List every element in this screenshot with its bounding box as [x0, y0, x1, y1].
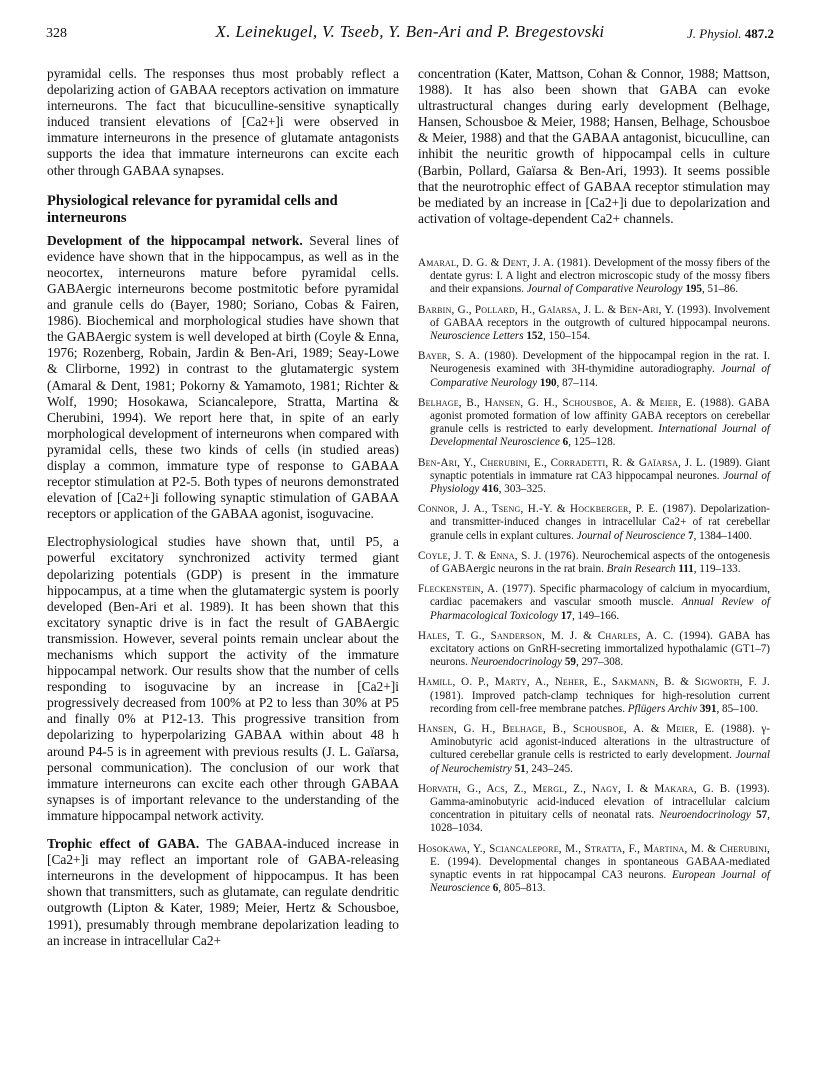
journal-citation	[687, 26, 774, 42]
reference-item: Horvath, G., Acs, Z., Mergl, Z., Nagy, I. & Makara, G. B. (1993). Gamma-aminobutyric acid-induced elevation of intracellular calcium concentration in pituitary cells of neonatal rats. Neuroendocrinology 57, 1028–1034.	[418, 782, 770, 835]
journal-volume: 487.2	[744, 26, 774, 41]
reference-item: Hamill, O. P., Marty, A., Neher, E., Sakmann, B. & Sigworth, F. J. (1981). Improved patch-clamp techniques for high-resolution current recording from cell-free membrane patches. Pflügers Archiv 391, 85–100.	[418, 676, 770, 715]
reference-item: Bayer, S. A. (1980). Development of the hippocampal region in the rat. I. Neurogenesis examined with 3H-thymidine autoradiography. Journal of Comparative Neurology 190, 87–114.	[418, 350, 770, 389]
development-subheading: Development of the hippocampal network.	[47, 232, 303, 248]
reference-item: Ben-Ari, Y., Cherubini, E., Corradetti, R. & Gaïarsa, J. L. (1989). Giant synaptic potentials in immature rat CA3 hippocampal neurones. Journal of Physiology 416, 303–325.	[418, 456, 771, 495]
reference-item: Coyle, J. T. & Enna, S. J. (1976). Neurochemical aspects of the ontogenesis of GABAergic neurons in the rat brain. Brain Research 111, 119–133.	[418, 549, 770, 575]
running-head-authors: X. Leinekugel, V. Tseeb, Y. Ben-Ari and P. Bregestovski	[215, 22, 605, 41]
reference-item: Amaral, D. G. & Dent, J. A. (1981). Development of the mossy fibers of the dentate gyrus: I. A light and electron microscopic study of the mossy fibers and their expansions. Journal of Comparative Neurology 195, 51–86.	[418, 256, 770, 296]
left-column	[47, 66, 399, 949]
reference-item: Barbin, G., Pollard, H., Gaïarsa, J. L. & Ben-Ari, Y. (1993). Involvement of GABAA receptors in the outgrowth of cultured hippocampal neurons. Neuroscience Letters 152, 150–154.	[418, 303, 771, 342]
reference-item: Hales, T. G., Sanderson, M. J. & Charles, A. C. (1994). GABA has excitatory actions on GnRH-secreting immortalized hypothalamic (GT1–7) neurons. Neuroendocrinology 59, 297–308.	[418, 629, 770, 669]
section-heading: Physiological relevance for pyramidal cells and interneurons	[47, 192, 338, 226]
reference-item: Fleckenstein, A. (1977). Specific pharmacology of calcium in myocardium, cardiac pacemakers and vascular smooth muscle. Annual Review of Pharmacological Toxicology 17, 149–166.	[418, 583, 770, 622]
reference-item: Hansen, G. H., Belhage, B., Schousboe, A. & Meier, E. (1988). γ-Aminobutyric acid agonist-induced alterations in the ultrastructure of cultured cerebellar granule cells is restricted to early development. Journal of Neurochemistry 51, 243–245.	[418, 723, 770, 775]
page-header	[46, 22, 774, 48]
electrophysiology-paragraph: Electrophysiological studies have shown that, until P5, a powerful excitatory synchronized activity termed giant depolarizing potentials (GDP) is present in the immature hippocampus, at a time when the glutamatergic system is poorly developed (Ben-Ari et al. 1989). It has been shown that this excitatory synaptic drive is in fact the result of GABAergic transmission. However, several points remain unclear about the mechanisms which support the activity of the immature hippocampal network. Our results show that the number of cells responding to isoguvacine by an increase in [Ca2+]i progressively decreased from 100% at P2 to less than 30% at P5 and finally 0% at P12-13. This progressive transition from depolarizing to hyperpolarizing GABAA within about 48 h around P4-5 is in agreement with previous results (J. L. Gaïarsa, personal communication). The conclusion of our work that immature interneurons can excite each other through GABAA synapses is of important relevance to the understanding of the immature hippocampal network activity.	[47, 534, 399, 823]
development-text: Several lines of evidence have shown that in the hippocampus, as well as in the neocortex, interneurons mature before pyramidal cells. GABAergic interneurons become postmitotic before pyramidal and granule cells do (Bayer, 1980; Soriano, Cobas & Fairen, 1986). Biochemical and morphological studies have shown that the GABAergic system is well developed at birth (Coyle & Enna, 1976; Rozenberg, Robain, Jardin & Ben-Ari, 1989; Seay-Lowe & Clirborne, 1992) in contrast to the glutamatergic system (Amaral & Dent, 1981; Pokorny & Yamamoto, 1981; Richter & Wolf, 1990; Hosokawa, Sciancalepore, Stratta, Martina & Cherubini, 1994). We report here that, in spite of an early morphological development of interneurons when compared with pyramidal cells, these two kinds of cells (in studied areas) display a common, immature type of response to GABAA receptor stimulation at P2-5. Both types of neurons demonstrated elevation of [Ca2+]i following synaptic stimulation of GABAA receptors or application of the GABAA agonist, isoguvacine.	[47, 232, 400, 522]
intro-paragraph: pyramidal cells. The responses thus most probably reflect a depolarizing action of GABAA receptors activation on immature interneurons. The fact that bicuculline-sensitive synaptically induced transient elevations of [Ca2+]i were observed in immature interneurons in the presence of glutamate antagonists supports the idea that immature interneurons can excite each other through GABAA synapses.	[47, 66, 399, 178]
trophic-paragraph	[47, 836, 399, 949]
reference-item: Hosokawa, Y., Sciancalepore, M., Stratta, F., Martina, M. & Cherubini, E. (1994). Developmental changes in spontaneous GABAA-mediated synaptic events in rat hippocampal CA3 neurons. European Journal of Neuroscience 6, 805–813.	[418, 842, 770, 895]
continuation-paragraph: concentration (Kater, Mattson, Cohan & Connor, 1988; Mattson, 1988). It has also been shown that GABA can evoke ultrastructural changes during early development (Belhage, Hansen, Schousboe & Meier, 1988; Hansen, Belhage, Schousboe & Meier, 1988) and that the GABAA antagonist, bicuculline, can inhibit the neuritic growth of hippocampal cells in culture (Barbin, Pollard, Gaïarsa & Ben-Ari, 1993). It seems possible that the neurotrophic effect of GABAA receptor stimulation may be mediated by an increase in [Ca2+]i due to depolarization and activation of voltage-dependent Ca2+ channels.	[418, 66, 770, 226]
trophic-text: The GABAA-induced increase in [Ca2+]i may reflect an important role of GABA-releasing interneurons in the development of hippocampus. It has been shown that transmitters, such as glutamate, can regulate dendritic outgrowth (Lipton & Kater, 1989; Meier, Hertz & Schousboe, 1991), presumably through membrane depolarization leading to an increase in intracellular Ca2+	[47, 836, 399, 948]
journal-abbrev: J. Physiol.	[686, 26, 742, 41]
development-paragraph	[47, 233, 399, 523]
reference-list	[418, 257, 770, 896]
reference-item: Belhage, B., Hansen, G. H., Schousboe, A. & Meier, E. (1988). GABA agonist promoted formation of low affinity GABA receptors on cerebellar granule cells is restricted to early development. International Journal of Developmental Neuroscience 6, 125–128.	[418, 396, 771, 449]
right-column	[418, 66, 770, 902]
trophic-subheading: Trophic effect of GABA.	[47, 836, 200, 852]
page-number: 328	[46, 26, 67, 41]
reference-item: Connor, J. A., Tseng, H.-Y. & Hockberger, P. E. (1987). Depolarization- and transmitter-induced changes in intracellular Ca2+ of rat cerebellar granule cells in explant cultures. Journal of Neuroscience 7, 1384–1400.	[418, 503, 770, 542]
